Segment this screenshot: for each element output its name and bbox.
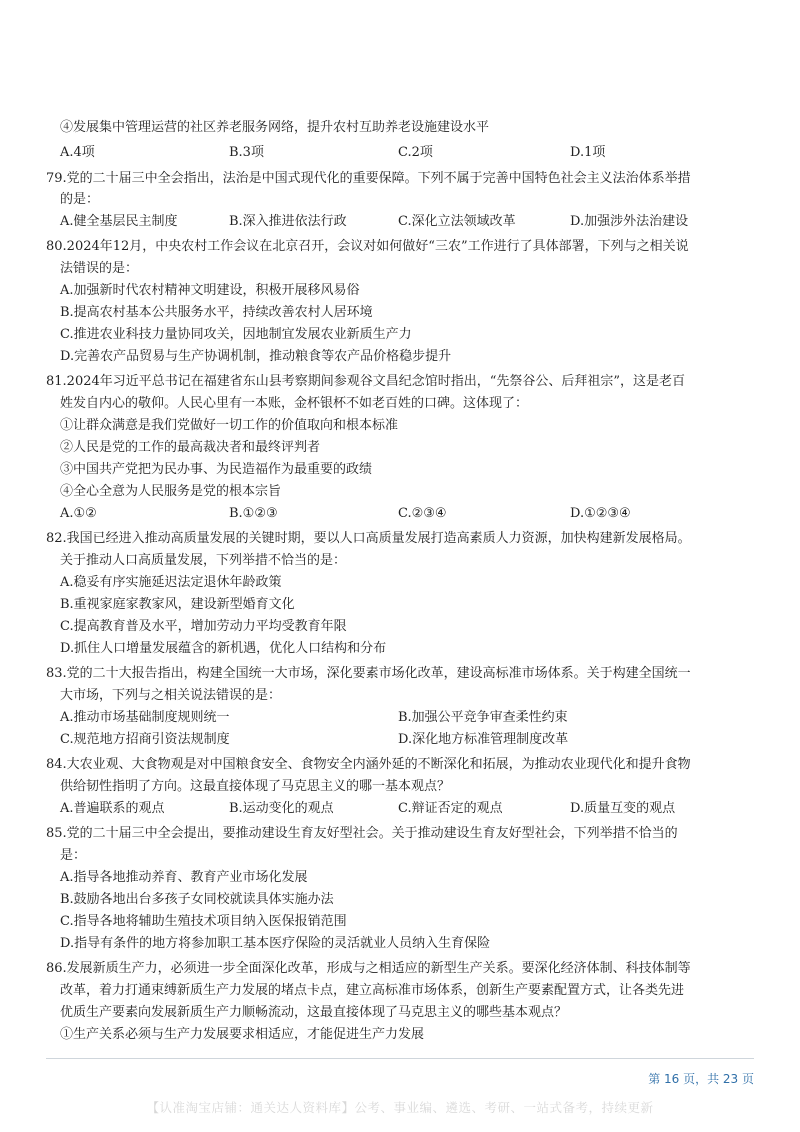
q80-option-d: D.完善农产品贸易与生产协调机制，推动粮食等农产品价格稳步提升 <box>60 349 452 364</box>
q81-option-d: D.①②③④ <box>570 506 631 521</box>
q78-option-a: A.4项 <box>60 145 95 160</box>
q85-stem-line-1: 85.党的二十届三中全会提出，要推动建设生育友好型社会。关于推动建设生育友好型社会，下列举措不恰当的 <box>46 826 678 841</box>
q82-stem-line-2: 关于推动人口高质量发展，下列举措不恰当的是： <box>60 553 347 568</box>
q80-option-c: C.推进农业科技力量协同攻关，因地制宜发展农业新质生产力 <box>60 327 412 342</box>
q79-option-d: D.加强涉外法治建设 <box>570 214 689 229</box>
q78-option-b: B.3项 <box>229 145 264 160</box>
q81-stem-line-1: 81.2024年习近平总书记在福建省东山县考察期间参观谷文昌纪念馆时指出，“先祭谷公、后拜祖宗”，这是老百 <box>46 374 686 389</box>
q83-option-d: D.深化地方标准管理制度改革 <box>398 732 569 747</box>
q86-stem-line-2: 改革，着力打通束缚新质生产力发展的堵点卡点，建立高标准市场体系，创新生产要素配置方式，让各类先进 <box>60 983 685 998</box>
q85-stem-line-2: 是： <box>60 848 87 863</box>
q80-option-b: B.提高农村基本公共服务水平，持续改善农村人居环境 <box>60 305 373 320</box>
q84-stem-line-1: 84.大农业观、大食物观是对中国粮食安全、食物安全内涵外延的不断深化和拓展，为推动农业现代化和提升食物 <box>46 757 691 772</box>
footer-divider <box>46 1058 754 1059</box>
q82-stem-line-1: 82.我国已经进入推动高质量发展的关键时期，要以人口高质量发展打造高素质人力资源，加快构建新发展格局。 <box>46 531 691 546</box>
q85-option-c: C.指导各地将辅助生殖技术项目纳入医保报销范围 <box>60 914 347 929</box>
q84-option-d: D.质量互变的观点 <box>570 801 676 816</box>
q81-item-1: ①让群众满意是我们党做好一切工作的价值取向和根本标准 <box>60 418 399 433</box>
q84-option-a: A.普遍联系的观点 <box>60 801 165 816</box>
q82-option-b: B.重视家庭家教家风，建设新型婚育文化 <box>60 597 295 612</box>
shop-watermark: 【认准淘宝店铺：通关达人资料库】公考、事业编、遴选、考研、一站式备考，持续更新 <box>146 1100 654 1115</box>
q81-item-3: ③中国共产党把为民办事、为民造福作为最重要的政绩 <box>60 462 373 477</box>
q81-stem-line-2: 姓发自内心的敬仰。人民心里有一本账，金杯银杯不如老百姓的口碑。这体现了： <box>60 396 529 411</box>
q79-option-a: A.健全基层民主制度 <box>60 214 178 229</box>
q84-option-b: B.运动变化的观点 <box>229 801 334 816</box>
q82-option-d: D.抓住人口增量发展蕴含的新机遇，优化人口结构和分布 <box>60 641 387 656</box>
q81-item-4: ④全心全意为人民服务是党的根本宗旨 <box>60 484 282 499</box>
q79-stem-line-2: 的是： <box>60 192 100 207</box>
q84-stem-line-2: 供给韧性指明了方向。这最直接体现了马克思主义的哪一基本观点？ <box>60 779 451 794</box>
page-number: 第 16 页，共 23 页 <box>648 1072 754 1086</box>
q78-item-4: ④发展集中管理运营的社区养老服务网络，提升农村互助养老设施建设水平 <box>60 120 490 135</box>
q79-option-c: C.深化立法领域改革 <box>398 214 516 229</box>
q83-stem-line-2: 大市场，下列与之相关说法错误的是： <box>60 688 282 703</box>
q82-option-a: A.稳妥有序实施延迟法定退休年龄政策 <box>60 575 282 590</box>
q78-option-c: C.2项 <box>398 145 433 160</box>
q83-option-a: A.推动市场基础制度规则统一 <box>60 710 230 725</box>
q86-item-1: ①生产关系必须与生产力发展要求相适应，才能促进生产力发展 <box>60 1027 425 1042</box>
q83-option-b: B.加强公平竞争审查柔性约束 <box>398 710 568 725</box>
q85-option-d: D.指导有条件的地方将参加职工基本医疗保险的灵活就业人员纳入生育保险 <box>60 936 491 951</box>
q86-stem-line-3: 优质生产要素向发展新质生产力顺畅流动，这最直接体现了马克思主义的哪些基本观点？ <box>60 1005 568 1020</box>
q78-option-d: D.1项 <box>570 145 606 160</box>
q81-item-2: ②人民是党的工作的最高裁决者和最终评判者 <box>60 440 321 455</box>
q80-stem-line-1: 80.2024年12月，中央农村工作会议在北京召开，会议对如何做好“三农”工作进行了具体部署，下列与之相关说 <box>46 239 689 254</box>
q86-stem-line-1: 86.发展新质生产力，必须进一步全面深化改革，形成与之相适应的新型生产关系。要深化经济体制、科技体制等 <box>46 961 691 976</box>
q85-option-b: B.鼓励各地出台多孩子女同校就读具体实施办法 <box>60 892 334 907</box>
q83-option-c: C.规范地方招商引资法规制度 <box>60 732 230 747</box>
q80-stem-line-2: 法错误的是： <box>60 261 139 276</box>
q81-option-b: B.①②③ <box>229 506 278 521</box>
q79-option-b: B.深入推进依法行政 <box>229 214 347 229</box>
q80-option-a: A.加强新时代农村精神文明建设，积极开展移风易俗 <box>60 283 360 298</box>
q82-option-c: C.提高教育普及水平，增加劳动力平均受教育年限 <box>60 619 347 634</box>
q83-stem-line-1: 83.党的二十大报告指出，构建全国统一大市场，深化要素市场化改革，建设高标准市场体系。关于构建全国统一 <box>46 666 691 681</box>
q84-option-c: C.辩证否定的观点 <box>398 801 503 816</box>
q85-option-a: A.指导各地推动养育、教育产业市场化发展 <box>60 870 308 885</box>
q81-option-c: C.②③④ <box>398 506 447 521</box>
q81-option-a: A.①② <box>60 506 97 521</box>
q79-stem-line-1: 79.党的二十届三中全会指出，法治是中国式现代化的重要保障。下列不属于完善中国特色社会主义法治体系举措 <box>46 171 691 186</box>
